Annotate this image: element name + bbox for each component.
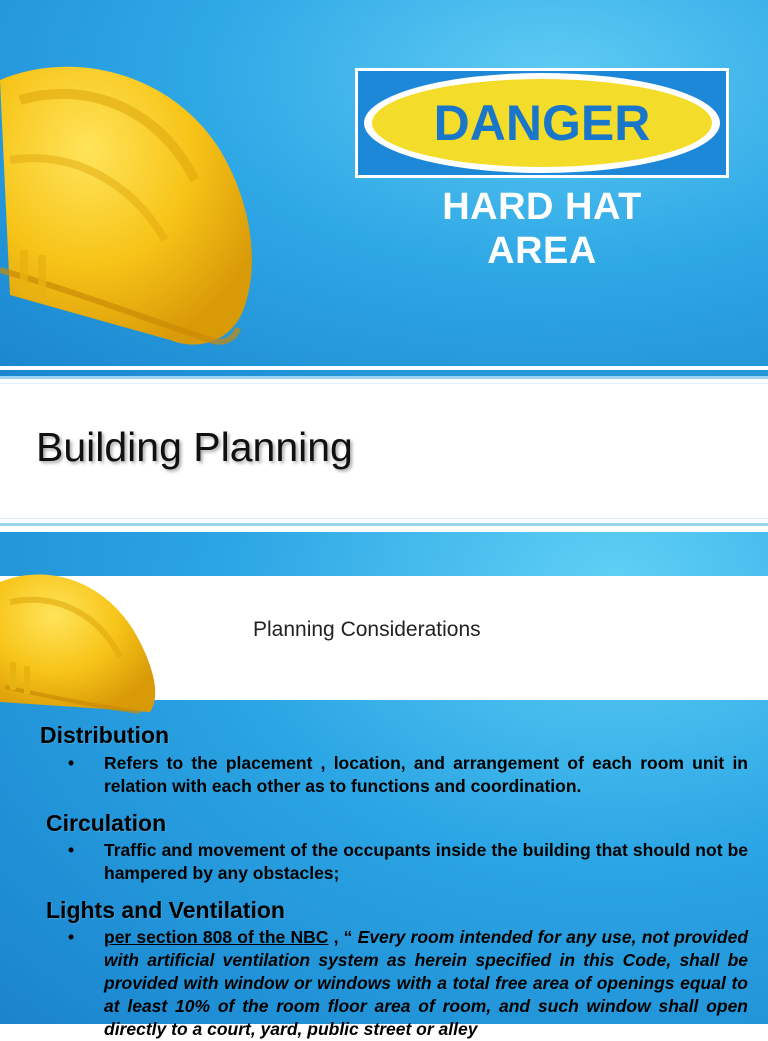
section-heading-lights-ventilation: Lights and Ventilation [46, 897, 285, 923]
slide-divider [0, 366, 768, 370]
page-title: Building Planning [36, 424, 353, 470]
nbc-quote: Every room intended for any use, not provided with artificial ventilation system as herein specified in this Code, shall be provided with window or windows with a total free area of openings equal to at least 10% of the room floor area of room, and such window shall open directly to a court, yard, public street or alley [104, 927, 749, 1039]
nbc-reference: per section 808 of the NBC [104, 927, 329, 947]
danger-sign [355, 68, 729, 178]
hard-hat-icon [0, 40, 280, 380]
bullet-dot: • [68, 927, 75, 947]
sign-line-hard-hat: HARD HAT [442, 186, 642, 228]
section-body-distribution: • Refers to the placement , location, and arrangement of each room unit in relation with each other as to functions and coordination. [68, 753, 748, 796]
slide-subtitle: Planning Considerations [253, 618, 481, 641]
section-body-circulation: • Traffic and movement of the occupants inside the building that should not be hampered by any obstacles; [68, 840, 748, 883]
slide-hard-hat-cover [0, 0, 768, 376]
danger-sign-word: DANGER [433, 95, 651, 151]
bullet-dot: • [68, 753, 75, 773]
hard-hat-icon [0, 562, 170, 722]
section-heading-circulation: Circulation [46, 810, 167, 836]
section-heading-distribution: Distribution [40, 722, 170, 748]
sign-line-area: AREA [487, 230, 597, 272]
section-body-lights-ventilation: • per section 808 of the NBC , “ Every room intended for any use, not provided with artificial ventilation system as herein specified in this Code, shall be provided with window or windows with a total free area of openings equal to at least 10% of the room floor area of room, and such window shall open directly to a court, yard, public street or alley [68, 927, 749, 1039]
bullet-dot: • [68, 840, 75, 860]
